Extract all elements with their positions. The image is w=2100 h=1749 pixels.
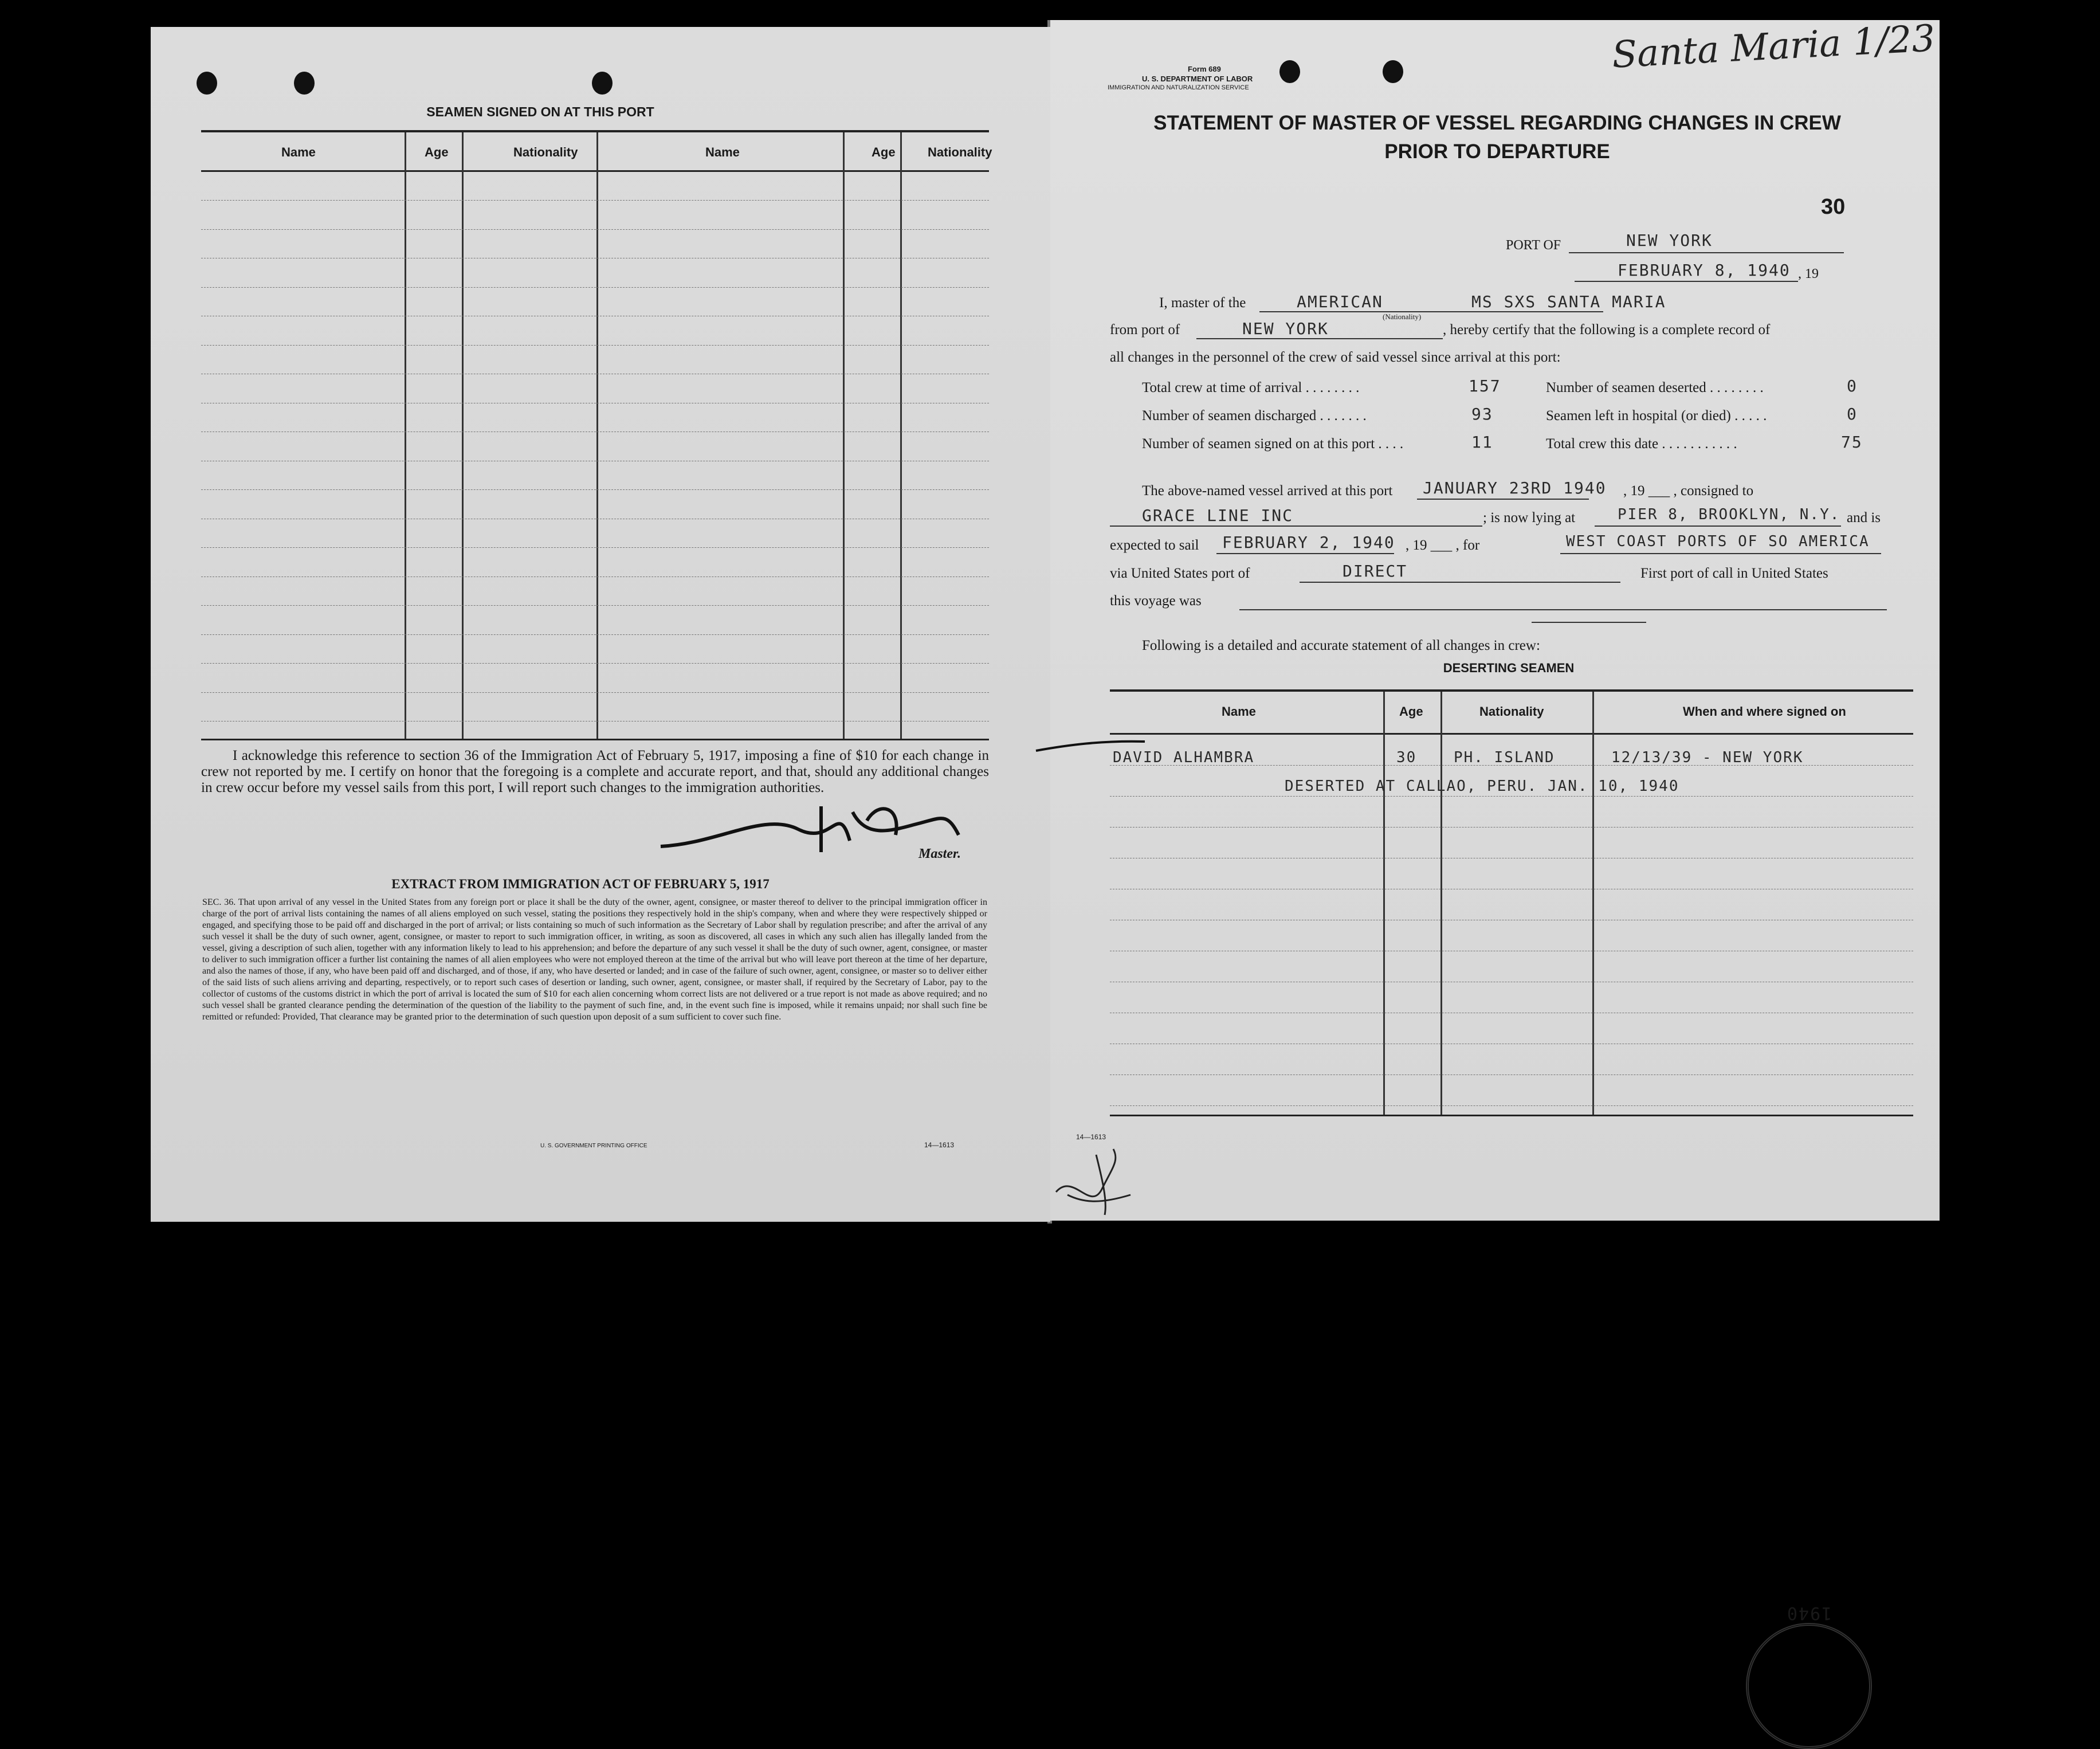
acknowledgment-text: I acknowledge this reference to section 36 of the Immigration Act of February 5, 1917, imposing a fine of $10 for each change in crew not reported by me. I certify on honor that the foregoing is a complete and accurate report, and that, should any additional changes in crew occur before my vessel sails from this port, I will report such changes to the immigration authorities. <box>201 748 989 795</box>
via-prefix: via United States port of <box>1110 566 1250 581</box>
left-table-title: SEAMEN SIGNED ON AT THIS PORT <box>426 104 654 119</box>
table-row <box>201 200 989 201</box>
table-row <box>1110 827 1913 828</box>
certify-text: , hereby certify that the following is a complete record of <box>1443 322 1771 338</box>
stat-value: 0 <box>1847 405 1858 423</box>
changes-text: all changes in the personnel of the crew of said vessel since arrival at this port: <box>1110 350 1561 365</box>
table-header <box>1110 692 1913 735</box>
date-value: FEBRUARY 8, 1940 <box>1618 261 1791 280</box>
punch-hole <box>1383 60 1403 83</box>
vessel-value: MS SXS SANTA MARIA <box>1471 292 1666 311</box>
lying-line <box>1595 526 1841 527</box>
page-number: 30 <box>1821 195 1846 219</box>
column-divider <box>462 132 464 739</box>
from-port-value: NEW YORK <box>1242 319 1329 338</box>
nationality-caption: (Nationality) <box>1383 312 1422 321</box>
port-label: PORT OF <box>1506 238 1561 253</box>
department-name: U. S. DEPARTMENT OF LABOR <box>1142 74 1253 83</box>
column-header: Name <box>281 145 316 159</box>
table-header <box>201 132 992 172</box>
stat-value: 11 <box>1471 433 1493 452</box>
expected-value: FEBRUARY 2, 1940 <box>1222 533 1395 552</box>
port-line <box>1569 252 1844 253</box>
from-port-line <box>1196 338 1443 339</box>
stat-label: Number of seamen deserted . . . . . . . . <box>1546 380 1764 395</box>
stat-value: 75 <box>1841 433 1863 452</box>
seaman-age: 30 <box>1396 749 1417 766</box>
first-port-label: First port of call in United States <box>1640 566 1828 581</box>
lying-value: PIER 8, BROOKLYN, N.Y. <box>1618 506 1840 523</box>
date-suffix: , 19 <box>1798 266 1819 281</box>
punch-hole <box>1279 60 1300 83</box>
expected-line <box>1216 553 1394 554</box>
stat-label: Total crew this date . . . . . . . . . . . <box>1546 436 1737 452</box>
form-title: STATEMENT OF MASTER OF VESSEL REGARDING CHANGES IN CREW <box>1153 112 1841 134</box>
arrived-suffix: , 19 ___ , consigned to <box>1623 483 1754 499</box>
column-header: Age <box>872 145 896 159</box>
stat-label: Number of seamen signed on at this port . . . . <box>1142 436 1404 452</box>
stat-label: Total crew at time of arrival . . . . . . . . <box>1142 380 1360 395</box>
table-row <box>201 663 989 664</box>
stat-value: 93 <box>1471 405 1493 423</box>
punch-hole <box>592 72 613 95</box>
from-port-prefix: from port of <box>1110 322 1180 338</box>
column-header: Nationality <box>513 145 578 159</box>
destination-value: WEST COAST PORTS OF SO AMERICA <box>1566 533 1870 550</box>
expected-prefix: expected to sail <box>1110 538 1199 553</box>
table-row <box>201 287 989 288</box>
extract-title: EXTRACT FROM IMMIGRATION ACT OF FEBRUARY 5, 1917 <box>391 877 770 891</box>
column-header: Age <box>425 145 449 159</box>
consignee-value: GRACE LINE INC <box>1142 506 1294 525</box>
voyage-line <box>1239 609 1887 610</box>
master-prefix: I, master of the <box>1159 295 1246 311</box>
stat-value: 157 <box>1469 377 1501 395</box>
expected-mid: , 19 ___ , for <box>1406 538 1480 553</box>
form-subtitle: PRIOR TO DEPARTURE <box>1384 140 1610 163</box>
arrived-value: JANUARY 23RD 1940 <box>1423 479 1607 497</box>
arrived-prefix: The above-named vessel arrived at this port <box>1142 483 1393 499</box>
column-header: Name <box>705 145 740 159</box>
and-is-text: and is <box>1847 510 1881 526</box>
table-row <box>201 634 989 635</box>
seaman-signed-on: 12/13/39 - NEW YORK <box>1611 749 1804 766</box>
via-value: DIRECT <box>1343 562 1408 581</box>
column-header: When and where signed on <box>1683 704 1846 719</box>
column-divider <box>843 132 845 739</box>
service-name: IMMIGRATION AND NATURALIZATION SERVICE <box>1108 84 1249 91</box>
table-row <box>201 229 989 230</box>
column-header: Age <box>1399 704 1423 719</box>
pen-stroke <box>1033 734 1148 756</box>
printing-office: U. S. GOVERNMENT PRINTING OFFICE <box>540 1143 647 1149</box>
nationality-value: AMERICAN <box>1297 292 1383 311</box>
extract-text: SEC. 36. That upon arrival of any vessel in the United States from any foreign port or place it shall be the duty of the owner, agent, consignee, or master thereof to deliver to the principal immigration officer in charge of the port of arrival lists containing the names of all aliens employed on such vessel, stating the positions they respectively hold in the ship's company, when and where they were respectively shipped or engaged, and specifying those to be paid off and discharged in the port of arrival; or lists containing so much of such information as the Secretary of Labor shall by regulation prescribe; and after the arrival of any such vessel it shall be the duty of such owner, agent, consignee, or master to report to such immigration officer, in writing, as soon as discovered, all cases in which any such alien has illegally landed from the vessel, giving a description of such alien, together with any information likely to lead to his apprehension; and before the departure of any such vessel it shall be the duty of such owner, agent, consignee, or master to deliver to such immigration officer a further list containing the names of all alien employees who were not employed thereon at the time of the arrival but who will leave port thereon at the time of her departure, and also the names of those, if any, who have been paid off and discharged, and of those, if any, who have deserted or landed; and in case of the failure of such owner, agent, consignee, or master so to deliver either of the said lists of such aliens arriving and departing, respectively, or to report such cases of desertion or landing, such owner, agent, consignee, or master shall, if required by the Secretary of Labor, pay to the collector of customs of the customs district in which the port of arrival is located the sum of $10 for each alien concerning whom correct lists are not delivered or a true report is not made as above required; and no such vessel shall be granted clearance pending the determination of the question of the liability to the payment of such fine, and, in the event such fine is imposed, while it remains unpaid; nor shall such fine be remitted or refunded: Provided, That clearance may be granted prior to the determination of such question upon deposit of a sum sufficient to cover such fine. <box>202 897 987 1022</box>
column-divider <box>1592 692 1594 1115</box>
port-value: NEW YORK <box>1626 231 1713 250</box>
column-header: Nationality <box>1479 704 1544 719</box>
table-row <box>201 547 989 548</box>
column-divider <box>1440 692 1442 1115</box>
stat-label: Number of seamen discharged . . . . . . . <box>1142 408 1367 423</box>
table-row <box>1110 796 1913 797</box>
stat-label: Seamen left in hospital (or died) . . . . . <box>1546 408 1767 423</box>
handwritten-note: Santa Maria 1/23 <box>1611 17 1936 77</box>
seaman-name: DAVID ALHAMBRA <box>1113 749 1255 766</box>
column-divider <box>596 132 598 739</box>
table-row <box>201 692 989 693</box>
master-label: Master. <box>918 846 961 861</box>
voyage-label: this voyage was <box>1110 593 1202 609</box>
deserting-seamen-table <box>1110 689 1913 1623</box>
column-divider <box>1383 692 1385 1115</box>
section-title: DESERTING SEAMEN <box>1443 661 1575 675</box>
consignee-line <box>1110 526 1482 527</box>
punch-hole <box>197 72 217 95</box>
table-row <box>201 345 989 346</box>
initials-mark <box>1050 1138 1153 1218</box>
table-row <box>201 489 989 490</box>
following-text: Following is a detailed and accurate statement of all changes in crew: <box>1142 638 1540 653</box>
destination-line <box>1560 553 1881 554</box>
lying-text: ; is now lying at <box>1483 510 1576 526</box>
deserted-note: DESERTED AT CALLAO, PERU. JAN. 10, 1940 <box>1285 778 1679 795</box>
date-line <box>1575 281 1798 282</box>
right-page <box>1050 17 1940 1623</box>
form-number: Form 689 <box>1188 65 1221 73</box>
table-row <box>1110 1105 1913 1106</box>
column-header: Name <box>1222 704 1256 719</box>
stat-value: 0 <box>1847 377 1858 395</box>
column-divider <box>405 132 406 739</box>
column-divider <box>900 132 902 739</box>
form-code: 14—1613 <box>924 1141 955 1149</box>
punch-hole <box>294 72 315 95</box>
short-rule <box>1532 622 1646 623</box>
form-code: 14—1613 <box>1076 1133 1106 1141</box>
seaman-nationality: PH. ISLAND <box>1454 749 1555 766</box>
table-row <box>201 605 989 606</box>
via-line <box>1300 582 1620 583</box>
immigration-stamp <box>1746 1603 1872 1749</box>
seamen-signed-on-table <box>201 130 992 740</box>
master-line <box>1259 311 1603 312</box>
left-page <box>151 27 1050 1222</box>
column-header: Nationality <box>928 145 992 159</box>
stamp-year: 1940 <box>1785 1603 1832 1623</box>
arrived-line <box>1417 499 1589 500</box>
